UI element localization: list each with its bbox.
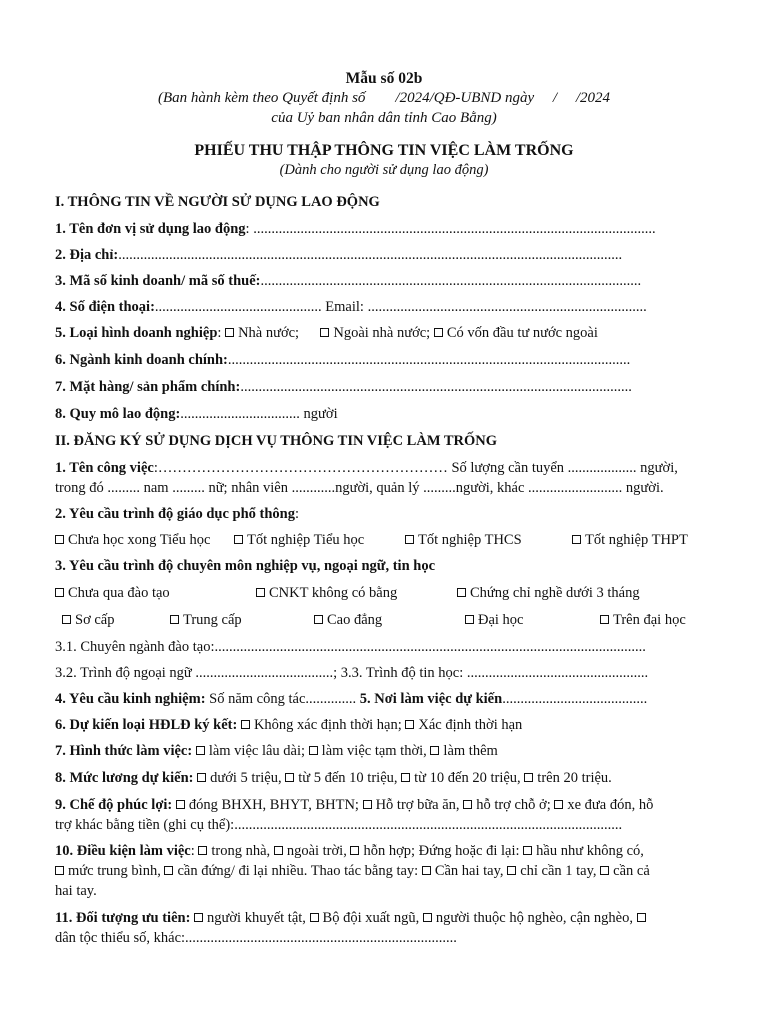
fill-dots: ............................................................................................................... [227,352,631,368]
field-training-major[interactable]: 3.1. Chuyên ngành đào tạo:....................................................................................................................... [55,639,646,655]
checkbox-icon[interactable] [422,866,431,875]
option-label: Trung cấp [183,612,242,628]
qualification-option[interactable] [170,611,242,629]
option-label: cần đứng/ đi lại nhiều. Thao tác bằng tay: [177,863,419,879]
form-title: PHIẾU THU THẬP THÔNG TIN VIỆC LÀM TRỐNG [194,142,574,159]
field-work-form [55,742,498,760]
field-label: 10. Điều kiện làm việc [55,843,191,859]
fill-dots: : ............................................................................................................... [245,221,656,237]
education-option[interactable] [572,531,688,549]
section-1-heading: I. THÔNG TIN VỀ NGƯỜI SỬ DỤNG LAO ĐỘNG [55,194,380,210]
field-label: 2. Địa chỉ: [55,247,119,263]
field-tax-code[interactable] [55,272,641,290]
checkbox-icon[interactable] [434,328,443,337]
option-label: làm việc tạm thời, [321,743,427,759]
checkbox-icon[interactable] [463,800,472,809]
option-label: từ 10 đến 20 triệu, [414,770,521,786]
fill-dots: ......................................................................................................... [260,273,642,289]
checkbox-icon[interactable] [55,866,64,875]
checkbox-icon[interactable] [457,588,466,597]
field-expected-salary [55,769,612,787]
form-subtitle: (Dành cho người sử dụng lao động) [279,162,489,178]
field-benefits-other[interactable]: trợ khác bằng tiền (ghi cụ thể):........................................................................................................... [55,817,623,833]
checkbox-icon[interactable] [196,746,205,755]
checkbox-icon[interactable] [523,846,532,855]
fill-dots: ............................................................................................................ [240,379,632,395]
issued-decision-line: (Ban hành kèm theo Quyết định số /2024/QĐ-UBND ngày / /2024 [157,90,611,106]
option-label: Tốt nghiệp Tiểu học [247,532,365,548]
checkbox-icon[interactable] [401,773,410,782]
checkbox-icon[interactable] [314,615,323,624]
option-label: Tốt nghiệp THCS [418,532,522,548]
checkbox-icon[interactable] [194,913,203,922]
checkbox-icon[interactable] [572,535,581,544]
field-main-industry[interactable] [55,351,630,369]
field-working-conditions [55,842,644,860]
field-label: 8. Quy mô lao động: [55,406,181,422]
option-label: Tốt nghiệp THPT [585,532,688,548]
checkbox-icon[interactable] [55,588,64,597]
option-label: người khuyết tật, [207,910,306,926]
qualification-option[interactable] [465,611,524,629]
field-label: 6. Ngành kinh doanh chính: [55,352,228,368]
checkbox-icon[interactable] [164,866,173,875]
field-label: 2. Yêu cầu trình độ giáo dục phổ thông [55,506,295,522]
field-label: 11. Đối tượng ưu tiên: [55,910,191,926]
field-employer-name[interactable] [55,220,656,238]
option-label: chỉ cần 1 tay, [520,863,597,879]
field-phone-email[interactable] [55,298,647,316]
checkbox-icon[interactable] [310,913,319,922]
option-label: CNKT không có bằng [269,585,398,601]
fill-dots: Số năm công tác.............. [205,691,357,707]
option-label: Nhà nước; [238,325,300,341]
option-label: Trên đại học [613,612,686,628]
issued-authority-line: của Uỷ ban nhân dân tỉnh Cao Bằng) [271,110,497,126]
option-label: Chứng chỉ nghề dưới 3 tháng [470,585,640,601]
checkbox-icon[interactable] [465,615,474,624]
checkbox-icon[interactable] [430,746,439,755]
checkbox-icon[interactable] [405,720,414,729]
education-option[interactable] [55,531,210,549]
field-label: 1. Tên công việc [55,460,154,476]
colon: : [217,325,226,341]
option-label: Chưa qua đào tạo [68,585,170,601]
field-label: 6. Dự kiến loại HĐLĐ ký kết: [55,717,238,733]
field-language-it-level[interactable]: 3.2. Trình độ ngoại ngữ ......................................; 3.3. Trình độ tin học: .................................................. [55,665,649,681]
field-business-type [55,324,598,342]
qualification-option[interactable] [600,611,686,629]
option-label: xe đưa đón, hỗ [567,797,654,813]
option-label: làm thêm [443,743,498,759]
option-label: hỗ trợ chỗ ở; [476,797,551,813]
field-label: 1. Tên đơn vị sử dụng lao động [55,221,246,237]
field-main-products[interactable] [55,378,632,396]
option-label: Ngoài nhà nước; [333,325,431,341]
checkbox-icon[interactable] [423,913,432,922]
option-label: dưới 5 triệu, [210,770,282,786]
checkbox-icon[interactable] [554,800,563,809]
checkbox-icon[interactable] [62,615,71,624]
option-label: trong nhà, [211,843,271,859]
field-label: 9. Chế độ phúc lợi: [55,797,173,813]
colon: : [190,843,195,859]
option-label: làm việc lâu dài; [208,743,306,759]
option-label: cần cả [613,863,650,879]
field-address[interactable] [55,246,622,264]
field-contract-type [55,716,522,734]
option-label: Bộ đội xuất ngũ, [322,910,420,926]
fill-dots: :…………………………………………………… Số lượng cần tuyển ................... người, [153,460,678,476]
checkbox-icon[interactable] [170,615,179,624]
option-label: Đại học [478,612,524,628]
checkbox-icon[interactable] [256,588,265,597]
qualification-option[interactable] [62,611,114,629]
field-label: 4. Số điện thoại: [55,299,155,315]
checkbox-icon[interactable] [600,615,609,624]
option-label: Xác định thời hạn [418,717,523,733]
field-experience-location[interactable] [55,690,647,708]
field-label: 7. Mặt hàng/ sản phẩm chính: [55,379,241,395]
form-number: Mẫu số 02b [345,70,423,87]
field-label: 5. Nơi làm việc dự kiến [356,691,503,707]
option-label: Sơ cấp [75,612,115,628]
field-label: 4. Yêu cầu kinh nghiệm: [55,691,206,707]
option-label: Cao đẳng [327,612,383,628]
option-label: hỗn hợp; Đứng hoặc đi lại: [363,843,520,859]
fill-dots: .............................................. Email: ............................................................................. [154,299,647,315]
option-label: Cần hai tay, [434,863,504,879]
checkbox-icon[interactable] [197,773,206,782]
checkbox-icon[interactable] [507,866,516,875]
fill-dots: ................................. người [180,406,338,422]
section-2-heading: II. ĐĂNG KÝ SỬ DỤNG DỊCH VỤ THÔNG TIN VIỆC LÀM TRỐNG [55,433,498,449]
field-label: 5. Loại hình doanh nghiệp [55,325,218,341]
checkbox-icon[interactable] [234,535,243,544]
field-benefits [55,796,653,814]
colon: : [294,506,300,522]
qualification-option[interactable] [314,611,382,629]
checkbox-icon[interactable] [363,800,372,809]
field-qualification-label: 3. Yêu cầu trình độ chuyên môn nghiệp vụ, ngoại ngữ, tin học [55,558,436,574]
checkbox-icon[interactable] [198,846,207,855]
checkbox-icon[interactable] [637,913,646,922]
option-label: từ 5 đến 10 triệu, [298,770,398,786]
option-label: hầu như không có, [536,843,644,859]
field-job-breakdown[interactable]: trong đó ......... nam ......... nữ; nhân viên ............người, quản lý .........người, khác .......................... người. [55,480,664,496]
checkbox-icon[interactable] [309,746,318,755]
field-label: 3. Mã số kinh doanh/ mã số thuế: [55,273,261,289]
field-working-conditions-line2 [55,862,650,880]
option-label: mức trung bình, [68,863,161,879]
checkbox-icon[interactable] [285,773,294,782]
checkbox-icon[interactable] [524,773,533,782]
checkbox-icon[interactable] [350,846,359,855]
option-label: Hỗ trợ bữa ăn, [375,797,460,813]
field-workforce-size[interactable] [55,405,338,423]
qualification-option[interactable] [457,584,640,602]
fill-dots: ........................................ [502,691,648,707]
option-label: ngoài trời, [286,843,347,859]
qualification-option[interactable] [256,584,397,602]
option-label: Chưa học xong Tiểu học [68,532,211,548]
option-label: Không xác định thời hạn; [253,717,402,733]
checkbox-icon[interactable] [600,866,609,875]
qualification-option[interactable] [55,584,170,602]
field-label: 8. Mức lương dự kiến: [55,770,194,786]
checkbox-icon[interactable] [55,535,64,544]
checkbox-icon[interactable] [176,800,185,809]
field-job-title[interactable] [55,459,678,477]
option-label: đóng BHXH, BHYT, BHTN; [188,797,359,813]
option-label: trên 20 triệu. [537,770,612,786]
checkbox-icon[interactable] [320,328,329,337]
checkbox-icon[interactable] [405,535,414,544]
education-option[interactable] [405,531,522,549]
checkbox-icon[interactable] [225,328,234,337]
field-label: 7. Hình thức làm việc: [55,743,193,759]
option-label: Có vốn đầu tư nước ngoài [446,325,598,341]
checkbox-icon[interactable] [274,846,283,855]
checkbox-icon[interactable] [241,720,250,729]
education-option[interactable] [234,531,364,549]
fill-dots: ........................................................................................................................................... [118,247,623,263]
field-priority-groups-other[interactable]: dân tộc thiểu số, khác:........................................................................... [55,930,457,946]
option-label: người thuộc hộ nghèo, cận nghèo, [435,910,633,926]
field-education-level [55,505,299,523]
field-priority-groups [55,909,650,927]
field-working-conditions-line3: hai tay. [55,883,97,899]
